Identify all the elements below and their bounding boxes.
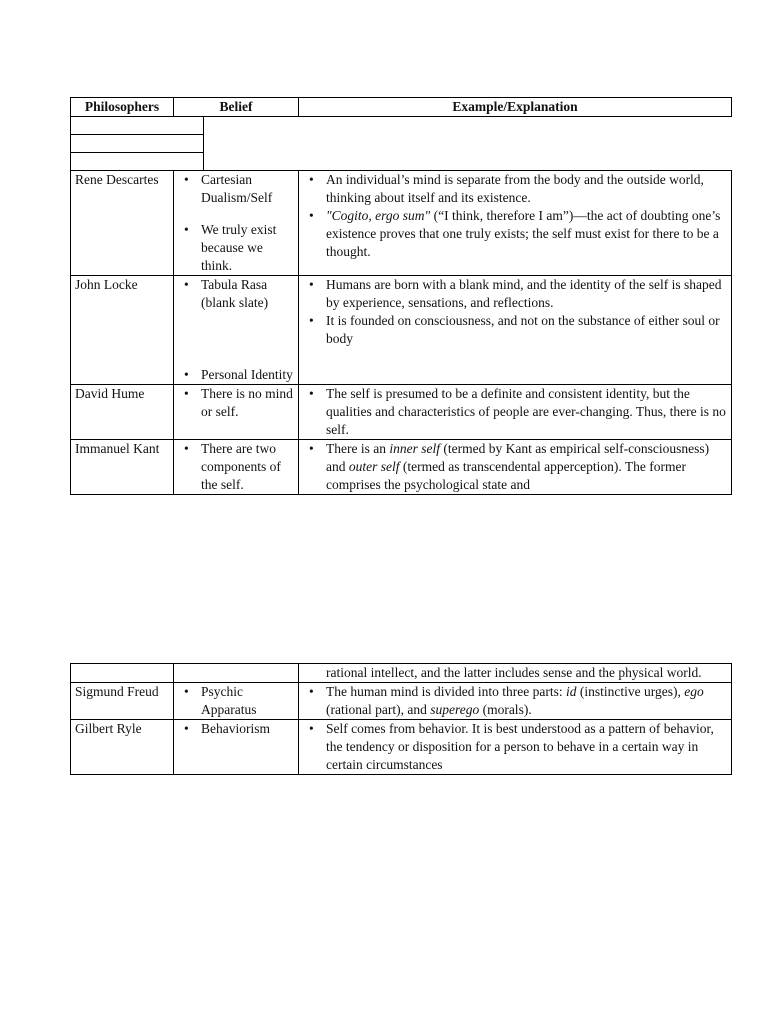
philosopher-name: Gilbert Ryle [71,720,174,775]
explanation-continuation: rational intellect, and the latter includes sense and the physical world. [299,664,732,683]
explanation-item: • The self is presumed to be a definite and consistent identity, but the qualities and characteristics of people are ever-changing. Thus, there is no self. [326,385,727,439]
explanation-cell [299,171,732,276]
belief-cell [174,171,299,276]
belief-item: • Personal Identity [201,366,294,384]
explanation-cell [299,720,732,775]
belief-item: • Cartesian Dualism/Self [201,171,294,207]
explanation-item: • The human mind is divided into three parts: id (instinctive urges), ego (rational part), and superego (morals). [326,683,727,719]
explanation-item: • It is founded on consciousness, and not on the substance of either soul or body [326,312,727,348]
belief-item: • Behaviorism [201,720,294,738]
belief-item: • We truly exist because we think. [201,221,294,275]
philosopher-name: John Locke [71,276,174,385]
philosopher-name: Immanuel Kant [71,440,174,495]
philosopher-name: Sigmund Freud [71,683,174,720]
table-row [71,385,732,440]
blank-row [71,117,732,171]
table-row [71,664,732,683]
empty-cell [174,664,299,683]
header-row [71,98,732,117]
explanation-item: • Self comes from behavior. It is best understood as a pattern of behavior, the tendency or disposition for a person to behave in a certain way in certain circumstances [326,720,727,774]
belief-cell [174,683,299,720]
header-explanation: Example/Explanation [299,98,732,117]
belief-item: • There is no mind or self. [201,385,294,421]
philosophers-table-continued [70,663,732,775]
blank-cell-stack [71,117,204,171]
explanation-item: • There is an inner self (termed by Kant as empirical self-consciousness) and outer self (termed as transcendental apperception). The former comprises the psychological state and [326,440,727,493]
belief-item: • Psychic Apparatus [201,683,294,719]
philosopher-name: David Hume [71,385,174,440]
belief-cell [174,720,299,775]
explanation-item: • "Cogito, ergo sum" (“I think, therefore I am”)—the act of doubting one’s existence proves that one truly exists; the self must exist for there to be a thought. [326,207,727,261]
belief-cell [174,276,299,385]
belief-item: • Tabula Rasa (blank slate) [201,276,294,312]
empty-cell [71,664,174,683]
table-row [71,683,732,720]
philosophers-table [70,97,732,495]
belief-item: • There are two components of the self. [201,440,294,494]
explanation-cell [299,440,732,495]
belief-cell [174,385,299,440]
explanation-item: • Humans are born with a blank mind, and the identity of the self is shaped by experience, sensations, and reflections. [326,276,727,312]
header-philosophers: Philosophers [71,98,174,117]
table-row [71,171,732,276]
explanation-cell [299,683,732,720]
table-row [71,720,732,775]
header-belief: Belief [174,98,299,117]
table-row [71,276,732,385]
explanation-cell [299,276,732,385]
explanation-item: • An individual’s mind is separate from the body and the outside world, thinking about itself and its existence. [326,171,727,207]
belief-cell [174,440,299,495]
philosopher-name: Rene Descartes [71,171,174,276]
explanation-cell [299,385,732,440]
table-row [71,440,732,495]
